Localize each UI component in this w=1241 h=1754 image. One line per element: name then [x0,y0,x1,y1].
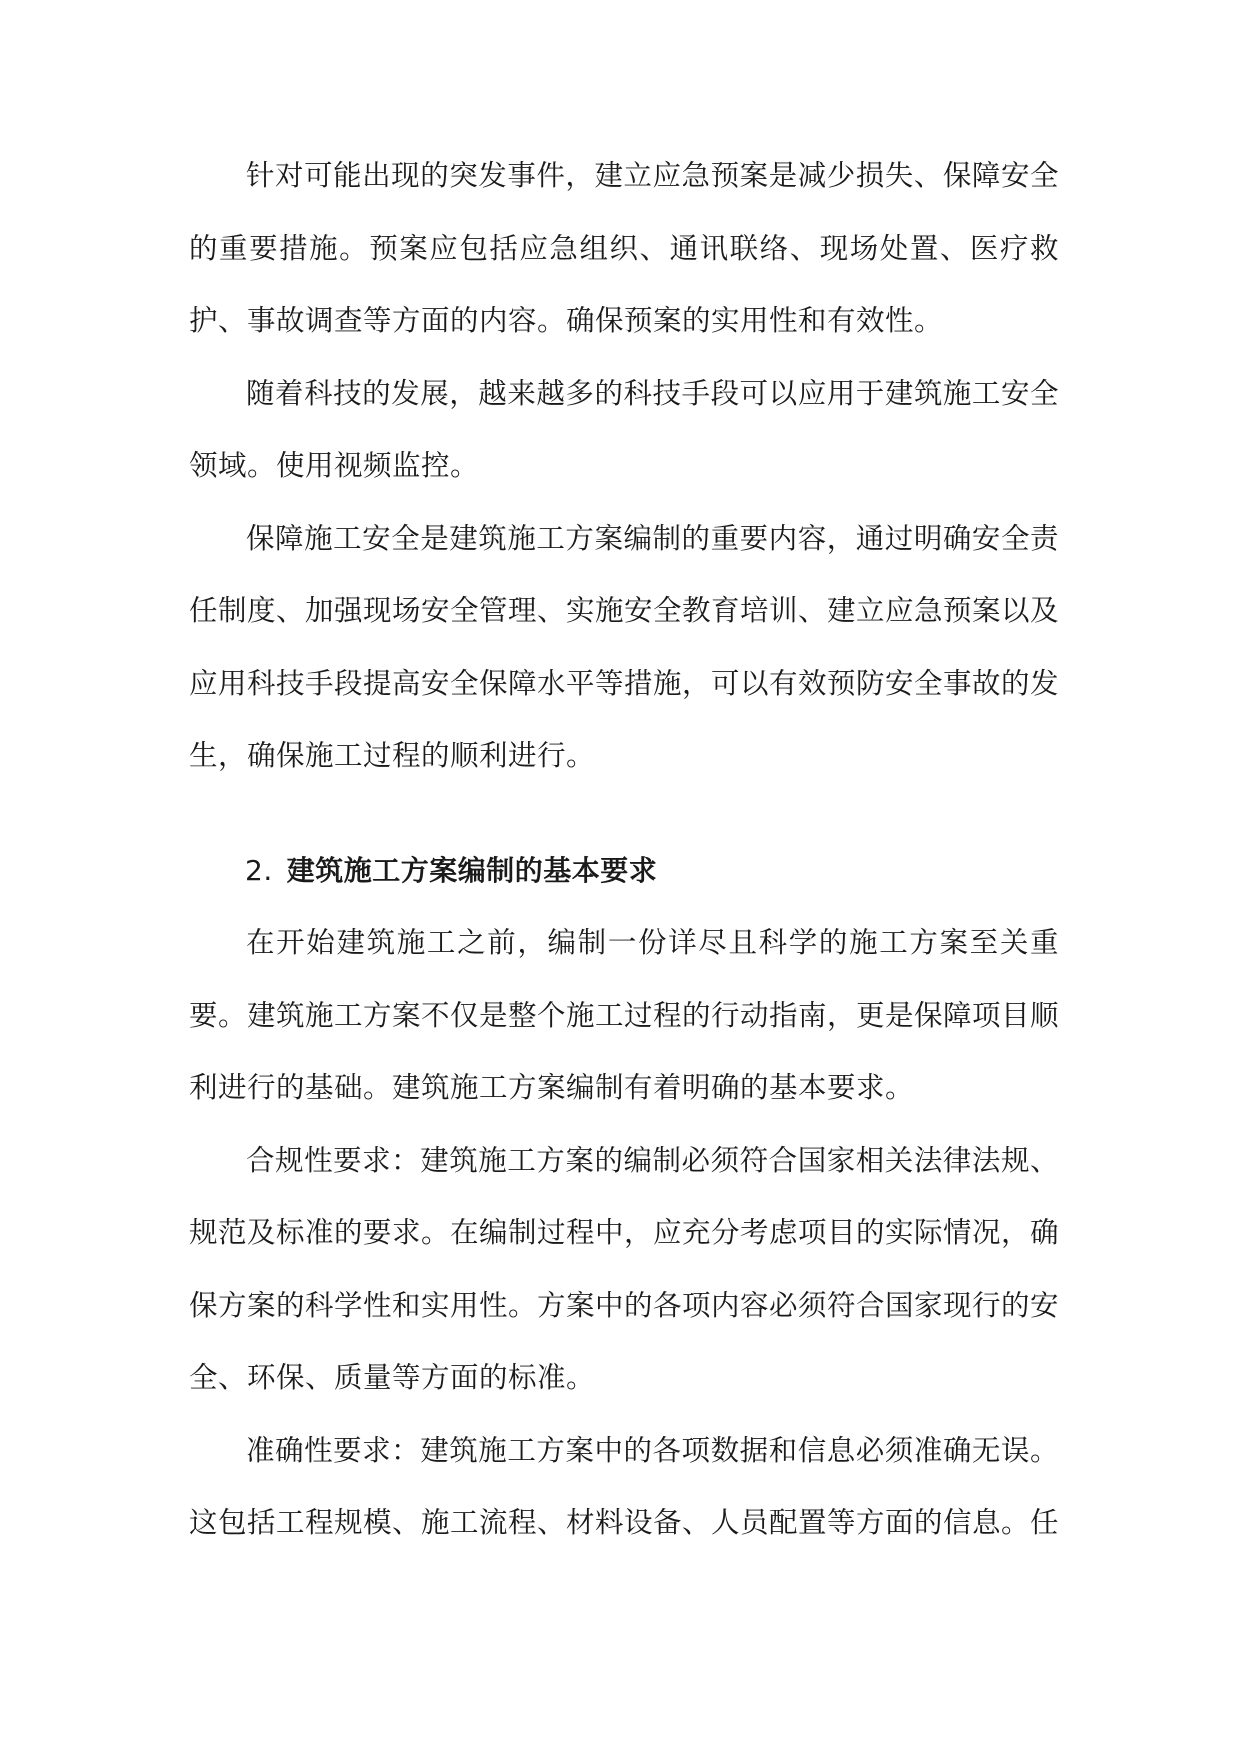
section-title: 建筑施工方案编制的基本要求 [286,853,658,887]
paragraph-compliance: 合规性要求：建筑施工方案的编制必须符合国家相关法律法规、规范及标准的要求。在编制过程中，应充分考虑项目的实际情况，确保方案的科学性和实用性。方案中的各项内容必须符合国家现行的安全、环保、质量等方面的标准。 [189,1143,1060,1394]
section-heading [189,835,1059,908]
paragraph-accuracy: 准确性要求：建筑施工方案中的各项数据和信息必须准确无误。这包括工程规模、施工流程、材料设备、人员配置等方面的信息。任 [189,1433,1060,1539]
paragraph-emergency-plan: 针对可能出现的突发事件，建立应急预案是减少损失、保障安全的重要措施。预案应包括应急组织、通讯联络、现场处置、医疗救护、事故调查等方面的内容。确保预案的实用性和有效性。 [189,159,1059,337]
document-body [189,140,1059,1560]
paragraph-technology: 随着科技的发展，越来越多的科技手段可以应用于建筑施工安全领域。使用视频监控。 [189,376,1059,482]
section-number: 2. [245,853,273,887]
paragraph-safety-summary: 保障施工安全是建筑施工方案编制的重要内容，通过明确安全责任制度、加强现场安全管理、实施安全教育培训、建立应急预案以及应用科技手段提高安全保障水平等措施，可以有效预防安全事故的发生，确保施工过程的顺利进行。 [189,521,1060,772]
paragraph-intro: 在开始建筑施工之前，编制一份详尽且科学的施工方案至关重要。建筑施工方案不仅是整个施工过程的行动指南，更是保障项目顺利进行的基础。建筑施工方案编制有着明确的基本要求。 [189,926,1060,1104]
